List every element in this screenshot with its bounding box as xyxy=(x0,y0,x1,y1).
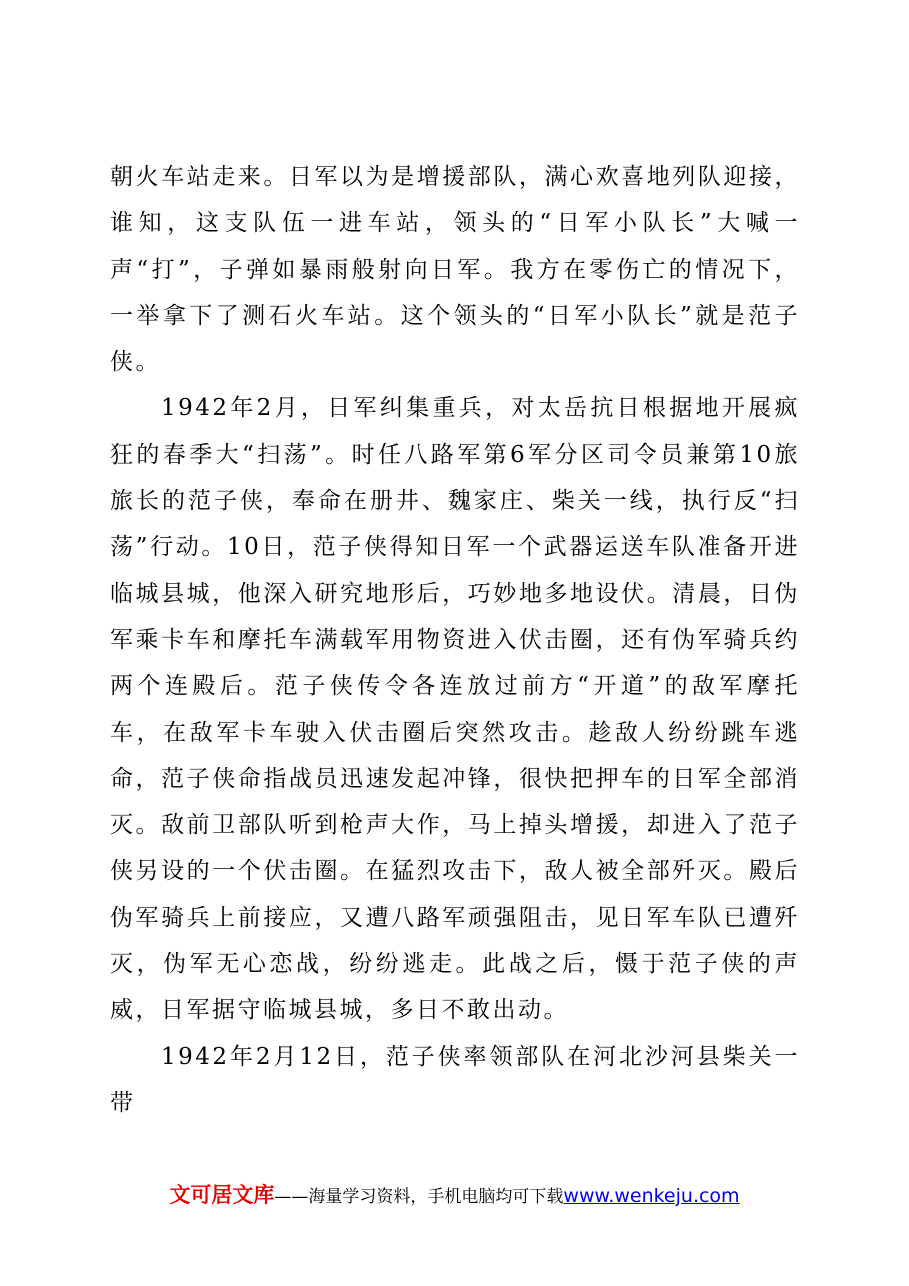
footer-brand: 文可居文库 xyxy=(169,1183,275,1207)
paragraph-2: 1942年2月，日军纠集重兵，对太岳抗日根据地开展疯狂的春季大“扫荡”。时任八路军第6军分区司令员兼第10旅旅长的范子侠，奉命在册井、魏家庄、柴关一线，执行反“扫荡”行动。10日，范子侠得知日军一个武器运送车队准备开进临城县城，他深入研究地形后，巧妙地多地设伏。清晨，日伪军乘卡车和摩托车满载军用物资进入伏击圈，还有伪军骑兵约两个连殿后。范子侠传令各连放过前方“开道”的敌军摩托车，在敌军卡车驶入伏击圈后突然攻击。趁敌人纷纷跳车逃命，范子侠命指战员迅速发起冲锋，很快把押车的日军全部消灭。敌前卫部队听到枪声大作，马上掉头增援，却进入了范子侠另设的一个伏击圈。在猛烈攻击下，敌人被全部歼灭。殿后伪军骑兵上前接应，又遭八路军顽强阻击，见日军车队已遭歼灭，伪军无心恋战，纷纷逃走。此战之后，慑于范子侠的声威，日军据守临城县城，多日不敢出动。 xyxy=(110,395,800,1024)
footer-website-link[interactable]: www.wenkeju.com xyxy=(563,1185,740,1207)
paragraph-3: 1942年2月12日，范子侠率领部队在河北沙河县柴关一带 xyxy=(110,1043,800,1116)
paragraph-1: 朝火车站走来。日军以为是增援部队，满心欢喜地列队迎接，谁知，这支队伍一进车站，领头的“日军小队长”大喊一声“打”，子弹如暴雨般射向日军。我方在零伤亡的情况下，一举拿下了测石火车站。这个领头的“日军小队长”就是范子侠。 xyxy=(110,164,800,376)
footer-tagline: ——海量学习资料，手机电脑均可下载 xyxy=(274,1187,564,1207)
document-body xyxy=(110,154,800,1126)
page-footer xyxy=(0,1180,909,1212)
